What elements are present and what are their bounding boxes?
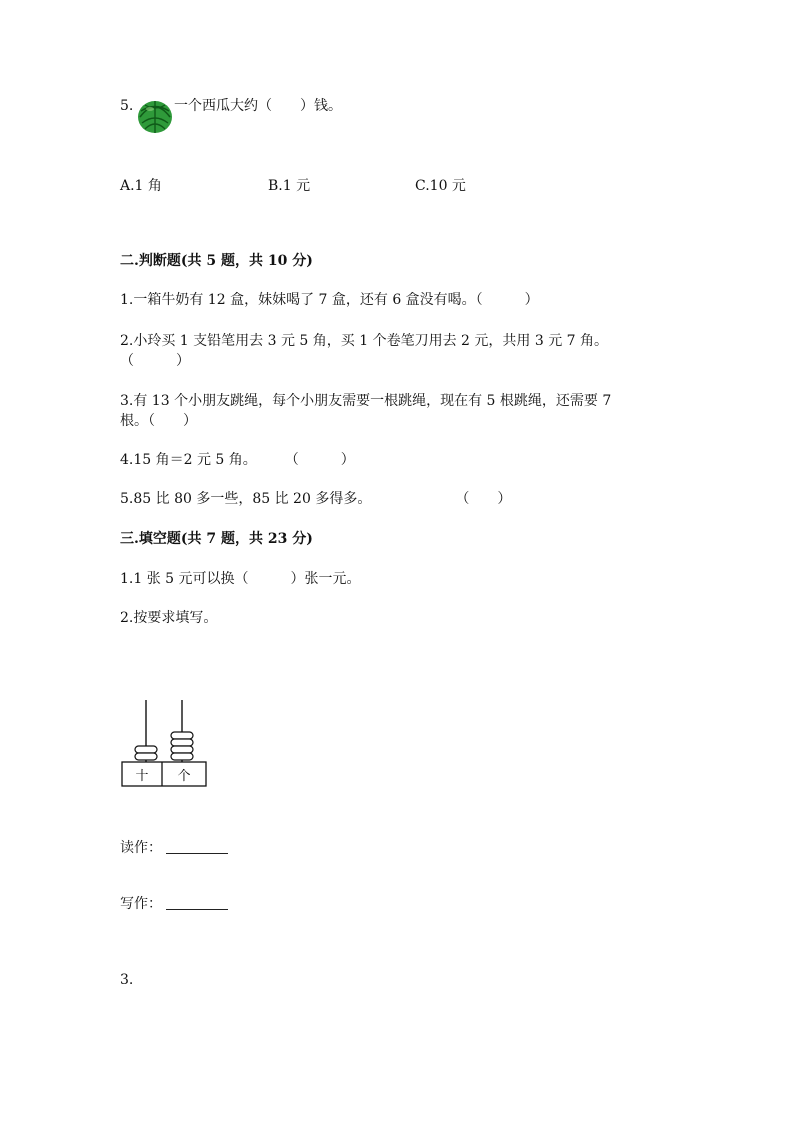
fill-item-3: 3. xyxy=(120,972,134,988)
judge-item-2-bracket: （ ） xyxy=(120,353,190,369)
read-as-label: 读作： xyxy=(120,840,162,856)
judge-item-1: 1.一箱牛奶有 12 盒，妹妹喝了 7 盒，还有 6 盒没有喝。（ ） xyxy=(120,292,539,308)
judge-item-5: 5.85 比 80 多一些，85 比 20 多得多。 （ ） xyxy=(120,491,512,507)
fill-item-2: 2.按要求填写。 xyxy=(120,610,218,626)
ones-beads xyxy=(171,732,193,760)
section-2-title: 二.判断题(共 5 题，共 10 分) xyxy=(120,253,313,269)
judge-item-3: 3.有 13 个小朋友跳绳，每个小朋友需要一根跳绳，现在有 5 根跳绳，还需要 7 xyxy=(120,393,612,409)
fill-item-1: 1.1 张 5 元可以换（ ）张一元。 xyxy=(120,571,361,587)
option-c: C.10 元 xyxy=(415,178,466,194)
ones-label: 个 xyxy=(177,769,191,784)
tens-beads xyxy=(135,746,157,760)
tens-label: 十 xyxy=(135,769,149,784)
option-a: A.1 角 xyxy=(120,178,162,194)
options-row xyxy=(120,176,520,196)
watermelon-icon xyxy=(136,99,174,135)
section-3-title: 三.填空题(共 7 题，共 23 分) xyxy=(120,531,313,547)
question-5-text: 一个西瓜大约（ ）钱。 xyxy=(174,98,342,114)
write-as-label: 写作： xyxy=(120,896,162,912)
judge-item-2: 2.小玲买 1 支铅笔用去 3 元 5 角，买 1 个卷笔刀用去 2 元，共用 3 元 7 角。 xyxy=(120,333,609,349)
judge-item-4: 4.15 角＝2 元 5 角。 （ ） xyxy=(120,452,355,468)
question-number: 5. xyxy=(120,98,134,114)
write-as-blank[interactable] xyxy=(166,895,228,910)
write-as-row xyxy=(120,894,228,914)
question-5 xyxy=(120,96,133,116)
judge-item-3-cont: 根。（ ） xyxy=(120,413,197,429)
option-b: B.1 元 xyxy=(268,178,311,194)
read-as-row xyxy=(120,838,228,858)
abacus-figure xyxy=(118,695,210,791)
read-as-blank[interactable] xyxy=(166,839,228,854)
